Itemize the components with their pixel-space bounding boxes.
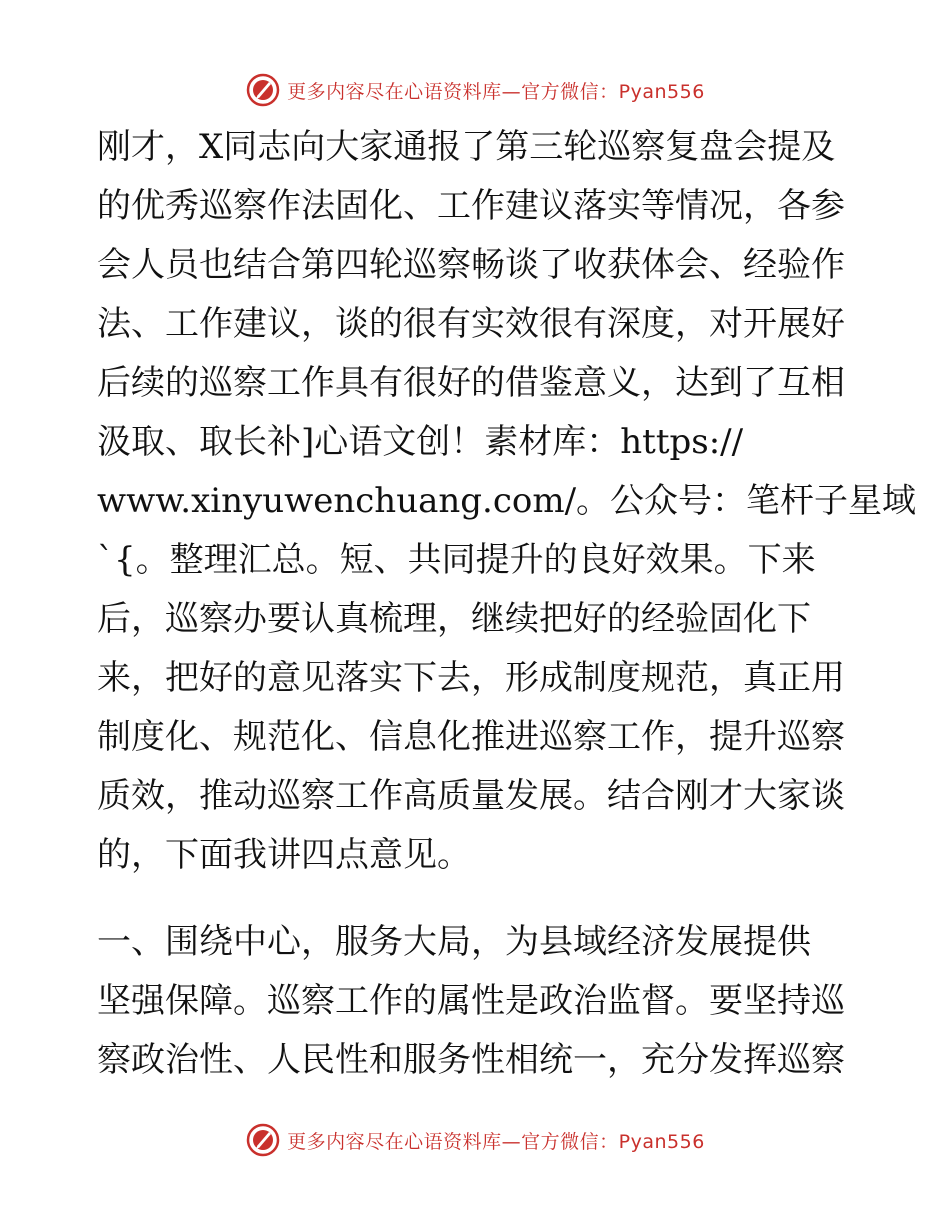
text-line: 刚才，X同志向大家通报了第三轮巡察复盘会提及: [97, 127, 836, 167]
document-body: [97, 118, 917, 1090]
text-line: 会人员也结合第四轮巡察畅谈了收获体会、经验作: [97, 245, 845, 285]
text-line: 来，把好的意见落实下去，形成制度规范，真正用: [97, 658, 845, 698]
text-line: 的优秀巡察作法固化、工作建议落实等情况，各参: [97, 186, 845, 226]
paragraph-gap: [97, 885, 857, 913]
text-line: www.xinyuwenchuang.com/。公众号：笔杆子星域: [97, 481, 917, 521]
paragraph-2: [97, 913, 857, 1090]
pen-seal-icon: [245, 72, 281, 108]
text-line: 察政治性、人民性和服务性相统一，充分发挥巡察: [97, 1040, 845, 1080]
pen-seal-icon: [245, 1122, 281, 1158]
text-line: `{。整理汇总。短、共同提升的良好效果。下来: [97, 540, 816, 580]
text-line: 后，巡察办要认真梳理，继续把好的经验固化下: [97, 599, 811, 639]
text-line: 的，下面我讲四点意见。: [97, 835, 471, 875]
watermark-text: 更多内容尽在心语资料库—官方微信：Pyan556: [287, 80, 705, 103]
text-line: 后续的巡察工作具有很好的借鉴意义，达到了互相: [97, 363, 845, 403]
header-watermark: [0, 70, 950, 110]
text-line: 质效，推动巡察工作高质量发展。结合刚才大家谈: [97, 776, 845, 816]
watermark-text: 更多内容尽在心语资料库—官方微信：Pyan556: [287, 1130, 705, 1153]
text-line: 坚强保障。巡察工作的属性是政治监督。要坚持巡: [97, 981, 845, 1021]
paragraph-1: [97, 118, 917, 885]
text-line: 汲取、取长补]心语文创！素材库：https://: [97, 422, 744, 462]
text-line: 法、工作建议，谈的很有实效很有深度，对开展好: [97, 304, 845, 344]
text-line: 一、围绕中心，服务大局，为县域经济发展提供: [97, 922, 811, 962]
footer-watermark: [0, 1120, 950, 1160]
text-line: 制度化、规范化、信息化推进巡察工作，提升巡察: [97, 717, 845, 757]
